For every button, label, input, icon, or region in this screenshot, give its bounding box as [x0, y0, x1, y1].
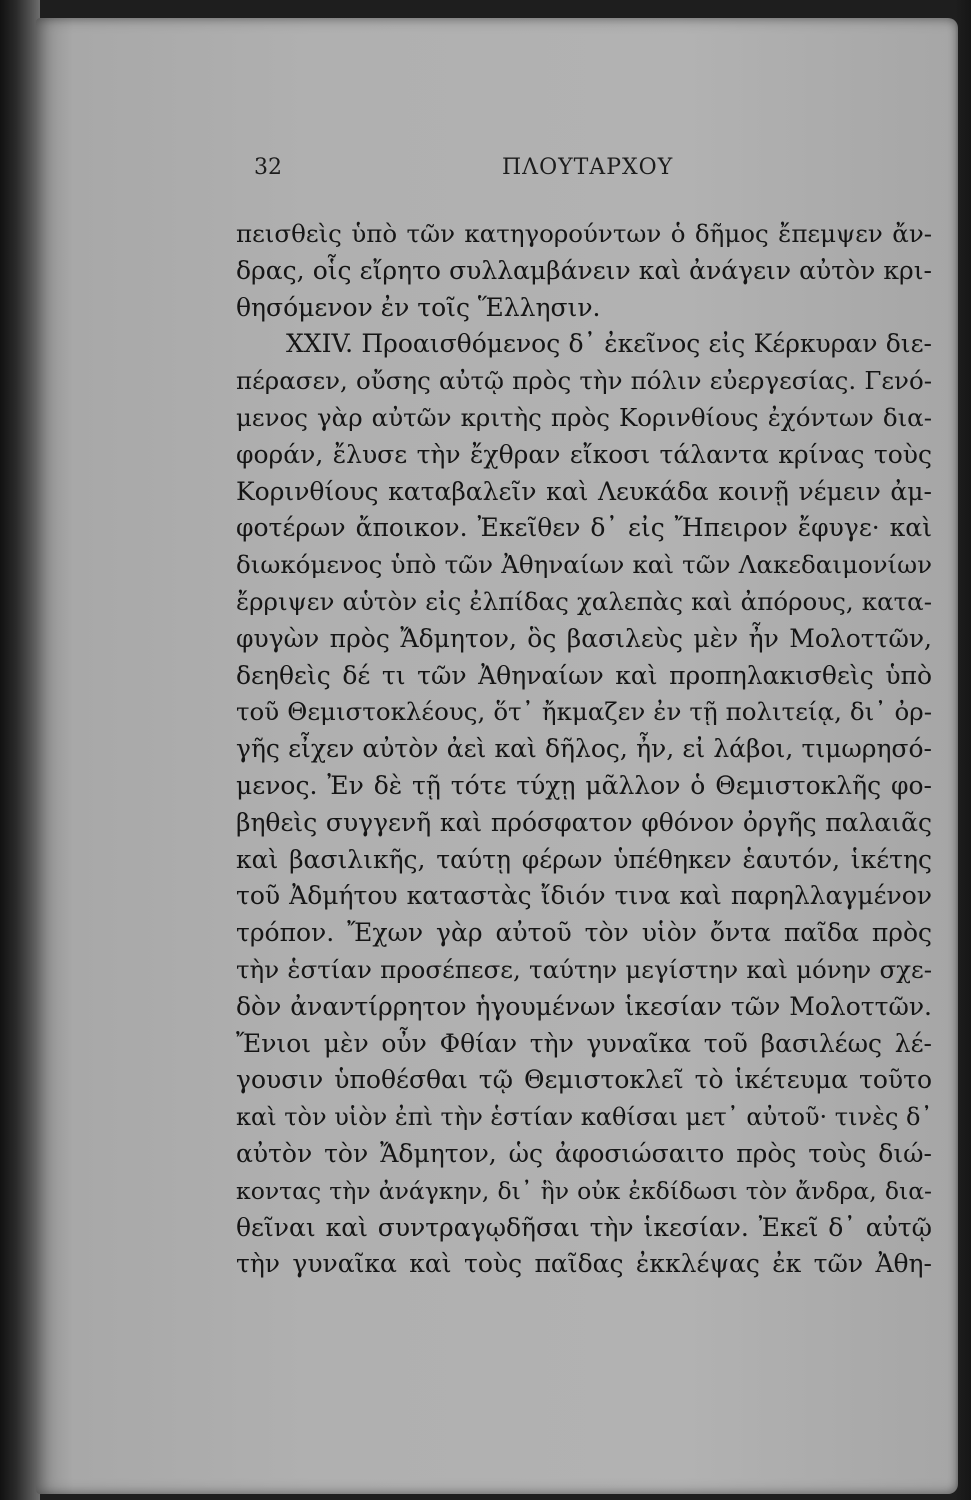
text-line: Ἔνιοι μὲν οὖν Φθίαν τὴν γυναῖκα τοῦ βασιλέως λέ- — [236, 1028, 932, 1058]
text-line: XXIV. Προαισθόμενος δ᾽ ἐκεῖνος εἰς Κέρκυραν διε- — [286, 329, 932, 359]
running-title: ΠΛΟΥΤΑΡΧΟΥ — [502, 155, 674, 180]
page-right-shadow — [955, 0, 971, 1500]
page-header — [254, 155, 930, 185]
text-line: πέρασεν, οὔσης αὐτῷ πρὸς τὴν πόλιν εὐεργεσίας. Γενό- — [236, 366, 932, 396]
text-line: φοτέρων ἄποικον. Ἐκεῖθεν δ᾽ εἰς Ἤπειρον ἔφυγε· καὶ — [236, 513, 932, 543]
text-line: μενος. Ἐν δὲ τῇ τότε τύχῃ μᾶλλον ὁ Θεμιστοκλῆς φο- — [236, 770, 932, 800]
text-line: θεῖναι καὶ συντραγῳδῆσαι τὴν ἱκεσίαν. Ἐκεῖ δ᾽ αὐτῷ — [236, 1212, 932, 1242]
text-line: διωκόμενος ὑπὸ τῶν Ἀθηναίων καὶ τῶν Λακεδαιμονίων — [236, 550, 932, 580]
text-line: Κορινθίους καταβαλεῖν καὶ Λευκάδα κοινῇ νέμειν ἀμ- — [236, 476, 932, 506]
text-line: γῆς εἶχεν αὐτὸν ἀεὶ καὶ δῆλος, ἦν, εἰ λάβοι, τιμωρησό- — [236, 734, 932, 764]
text-line: τὴν γυναῖκα καὶ τοὺς παῖδας ἐκκλέψας ἐκ τῶν Ἀθη- — [236, 1249, 932, 1279]
page-number: 32 — [254, 155, 282, 180]
text-line: μενος γὰρ αὐτῶν κριτὴς πρὸς Κορινθίους ἐχόντων δια- — [236, 402, 932, 432]
text-line: τοῦ Θεμιστοκλέους, ὅτ᾽ ἤκμαζεν ἐν τῇ πολιτείᾳ, δι᾽ ὀρ- — [236, 697, 932, 727]
text-line: πεισθεὶς ὑπὸ τῶν κατηγορούντων ὁ δῆμος ἔπεμψεν ἄν- — [236, 219, 932, 248]
text-line: τὴν ἑστίαν προσέπεσε, ταύτην μεγίστην καὶ μόνην σχε- — [236, 954, 932, 984]
body-text — [236, 216, 932, 1283]
text-line: βηθεὶς συγγενῆ καὶ πρόσφατον φθόνον ὀργῆς παλαιᾶς — [236, 807, 932, 837]
text-line: θησόμενον ἐν τοῖς Ἕλλησιν. — [236, 292, 601, 322]
text-line: τρόπον. Ἔχων γὰρ αὐτοῦ τὸν υἱὸν ὄντα παῖδα πρὸς — [236, 918, 932, 948]
text-line: καὶ βασιλικῆς, ταύτῃ φέρων ὑπέθηκεν ἑαυτόν, ἱκέτης — [236, 844, 932, 874]
text-line: ἔρριψεν αὑτὸν εἰς ἐλπίδας χαλεπὰς καὶ ἀπόρους, κατα- — [236, 586, 932, 616]
text-line: δεηθεὶς δέ τι τῶν Ἀθηναίων καὶ προπηλακισθεὶς ὑπὸ — [236, 660, 932, 690]
book-binding-edge — [0, 0, 40, 1500]
text-line: δὸν ἀναντίρρητον ἡγουμένων ἱκεσίαν τῶν Μολοττῶν. — [236, 991, 932, 1021]
text-line: αὐτὸν τὸν Ἄδμητον, ὡς ἀφοσιώσαιτο πρὸς τοὺς διώ- — [236, 1138, 932, 1168]
text-line: κοντας τὴν ἀνάγκην, δι᾽ ἣν οὐκ ἐκδίδωσι τὸν ἄνδρα, δια- — [236, 1176, 932, 1205]
text-line: γουσιν ὑποθέσθαι τῷ Θεμιστοκλεῖ τὸ ἱκέτευμα τοῦτο — [236, 1065, 932, 1095]
text-line: δρας, οἷς εἴρητο συλλαμβάνειν καὶ ἀνάγειν αὐτὸν κρι- — [236, 255, 932, 285]
text-line: φυγὼν πρὸς Ἄδμητον, ὃς βασιλεὺς μὲν ἦν Μολοττῶν, — [236, 623, 932, 653]
text-line: φοράν, ἔλυσε τὴν ἔχθραν εἴκοσι τάλαντα κρίνας τοὺς — [236, 439, 932, 469]
text-line: τοῦ Ἀδμήτου καταστὰς ἴδιόν τινα καὶ παρηλλαγμένον — [236, 881, 932, 911]
text-line: καὶ τὸν υἱὸν ἐπὶ τὴν ἑστίαν καθίσαι μετ᾽ αὐτοῦ· τινὲς δ᾽ — [236, 1103, 933, 1132]
